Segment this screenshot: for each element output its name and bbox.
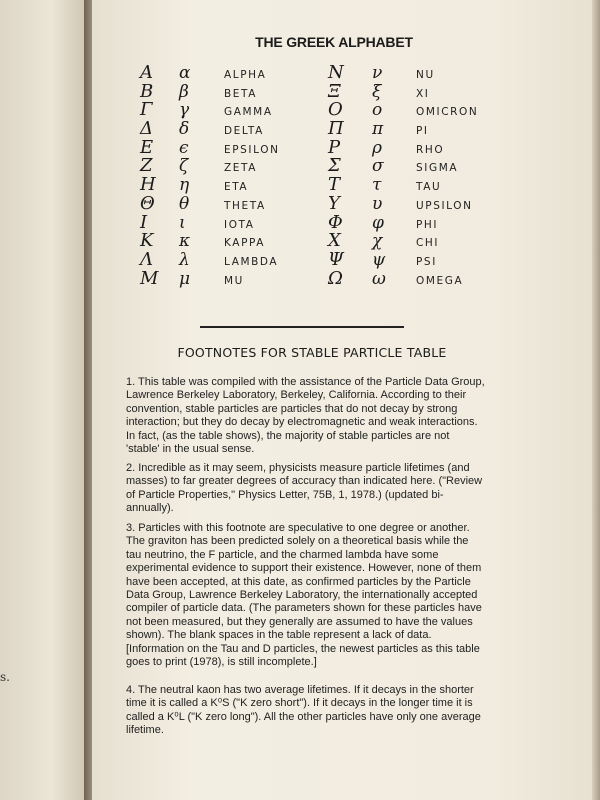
- uppercase-letter: Λ: [140, 248, 153, 270]
- uppercase-letter: Θ: [140, 192, 155, 214]
- letter-name: CHI: [416, 237, 440, 250]
- lowercase-letter: ξ: [372, 81, 382, 102]
- page-edge: [592, 0, 600, 800]
- uppercase-letter: Ρ: [328, 136, 341, 158]
- letter-name: ETA: [224, 181, 249, 194]
- letter-name: SIGMA: [416, 162, 459, 175]
- uppercase-letter: Α: [140, 62, 153, 83]
- letter-name: EPSILON: [224, 143, 280, 156]
- previous-page: [0, 0, 86, 800]
- letter-name: MU: [224, 274, 244, 287]
- footnote-3: 3. Particles with this footnote are speculative to one degree or another. The graviton has been predicted solely on a theoretical basis while the tau neutrino, the F particle, and the charmed lambda have some experimental evidence to support their existence. However, none of them have been accepted, at this date, as confirmed particles by the Particle Data Group, Lawrence Berkeley Laboratory, the internationally accepted compiler of particle data. (The parameters shown for these particles have not been measured, but they generally are assumed to have the values shown). The blank spaces in the table represent a lack of data. [Information on the Tau and D particles, the newest particles as this table goes to print (1978), is still incomplete.]: [126, 522, 482, 669]
- lowercase-letter: κ: [179, 231, 191, 252]
- lowercase-letter: β: [179, 81, 189, 102]
- footnotes-heading: FOOTNOTES FOR STABLE PARTICLE TABLE: [177, 345, 447, 360]
- uppercase-letter: Δ: [140, 118, 153, 140]
- section-divider: [200, 326, 404, 328]
- letter-name: UPSILON: [416, 199, 473, 212]
- uppercase-letter: Ν: [328, 62, 344, 83]
- letter-name: GAMMA: [224, 106, 273, 119]
- lowercase-letter: τ: [372, 175, 382, 196]
- book-page: [92, 0, 592, 800]
- letter-name: PHI: [416, 218, 439, 231]
- uppercase-letter: Π: [328, 118, 344, 140]
- letter-name: THETA: [224, 199, 266, 212]
- letter-name: PI: [416, 125, 429, 138]
- lowercase-letter: ι: [179, 212, 186, 233]
- lowercase-letter: ρ: [372, 137, 382, 158]
- previous-page-fragment: s.: [0, 670, 10, 684]
- lowercase-letter: η: [179, 175, 190, 196]
- uppercase-letter: Ε: [140, 136, 154, 158]
- uppercase-letter: Φ: [328, 211, 343, 233]
- lowercase-letter: σ: [372, 156, 384, 177]
- lowercase-letter: υ: [372, 193, 383, 214]
- lowercase-letter: ϵ: [179, 137, 189, 158]
- letter-name: BETA: [224, 87, 258, 100]
- footnote-4: 4. The neutral kaon has two average lifetimes. If it decays in the shorter time it is called a K⁰S ("K zero short"). If it decays in the longer time it is called a K⁰L ("K zero long"). All the other particles have only one average lifetime.: [126, 684, 481, 737]
- lowercase-letter: γ: [179, 100, 190, 121]
- footnote-2: 2. Incredible as it may seem, physicists measure particle lifetimes (and masses) to far greater degrees of accuracy than indicated here. ("Review of Particle Properties," Physics Letter, 75B, 1, 1978.) (updated bi-annually).: [126, 462, 483, 515]
- uppercase-letter: Τ: [328, 174, 341, 196]
- uppercase-letter: Χ: [328, 230, 341, 252]
- lowercase-letter: χ: [372, 231, 383, 252]
- uppercase-letter: Ψ: [328, 248, 344, 270]
- letter-name: ZETA: [224, 162, 258, 175]
- letter-name: ALPHA: [224, 69, 267, 81]
- uppercase-letter: Υ: [328, 192, 340, 214]
- letter-name: XI: [416, 87, 430, 100]
- lowercase-letter: ν: [372, 63, 383, 83]
- letter-name: OMICRON: [416, 106, 479, 119]
- lowercase-letter: ο: [372, 100, 383, 121]
- lowercase-letter: π: [372, 119, 384, 140]
- uppercase-letter: Ο: [328, 99, 343, 121]
- letter-name: NU: [416, 69, 435, 81]
- uppercase-letter: Κ: [140, 230, 154, 252]
- footnote-1: 1. This table was compiled with the assistance of the Particle Data Group, Lawrence Berkeley Laboratory, Berkeley, California. According to their convention, stable particles are particles that do not decay by strong interaction; but they do decay by electromagnetic and weak interactions. In fact, (as the table shows), the majority of stable particles are not 'stable' in the usual sense.: [126, 376, 485, 456]
- letter-name: TAU: [416, 181, 442, 194]
- uppercase-letter: Ω: [328, 267, 343, 289]
- letter-name: OMEGA: [416, 274, 464, 287]
- letter-name: KAPPA: [224, 237, 266, 250]
- greek-alphabet-title: THE GREEK ALPHABET: [255, 34, 413, 50]
- letter-name: RHO: [416, 143, 445, 156]
- lowercase-letter: δ: [179, 119, 190, 140]
- uppercase-letter: Β: [140, 80, 154, 102]
- letter-name: PSI: [416, 255, 437, 268]
- letter-name: DELTA: [224, 125, 264, 138]
- lowercase-letter: ψ: [372, 249, 386, 270]
- uppercase-letter: Ι: [140, 211, 148, 233]
- lowercase-letter: μ: [179, 268, 191, 289]
- lowercase-letter: ω: [372, 268, 386, 289]
- uppercase-letter: Σ: [328, 155, 341, 177]
- lowercase-letter: α: [179, 63, 191, 83]
- lowercase-letter: φ: [372, 212, 384, 233]
- uppercase-letter: Ξ: [328, 80, 341, 102]
- uppercase-letter: Γ: [140, 99, 153, 121]
- uppercase-letter: Ζ: [140, 155, 153, 177]
- letter-name: LAMBDA: [224, 255, 279, 268]
- letter-name: IOTA: [224, 218, 255, 231]
- lowercase-letter: λ: [179, 249, 190, 270]
- lowercase-letter: ζ: [179, 156, 189, 177]
- uppercase-letter: Μ: [140, 267, 159, 289]
- lowercase-letter: θ: [179, 193, 190, 214]
- uppercase-letter: Η: [140, 174, 156, 196]
